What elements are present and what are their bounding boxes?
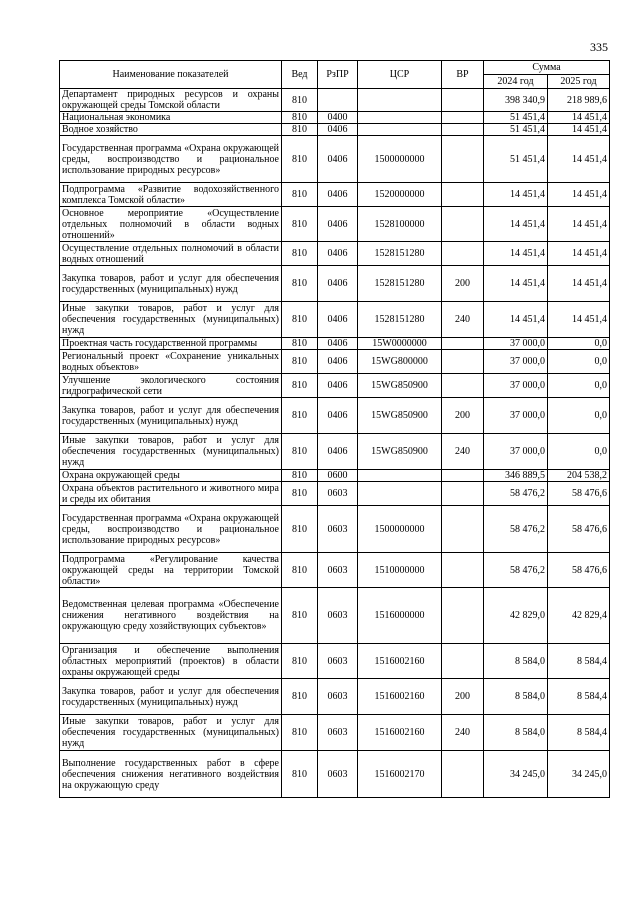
cell-vr [442,482,484,506]
cell-y2025: 34 245,0 [548,751,610,798]
cell-y2024: 14 451,4 [484,242,548,266]
cell-name: Проектная часть государственной программы [60,338,282,350]
table-row [60,751,610,798]
cell-name: Улучшение экологического состояния гидрографической сети [60,374,282,398]
cell-csr: 1516002170 [358,751,442,798]
header-2024: 2024 год [484,75,548,89]
cell-rzpr: 0603 [318,588,358,644]
cell-y2025: 14 451,4 [548,242,610,266]
cell-rzpr: 0603 [318,751,358,798]
cell-rzpr: 0406 [318,398,358,434]
cell-y2025: 58 476,6 [548,506,610,553]
cell-y2024: 14 451,4 [484,266,548,302]
cell-ved: 810 [282,679,318,715]
table-row [60,266,610,302]
cell-csr: 15W0000000 [358,338,442,350]
header-csr: ЦСР [358,61,442,89]
cell-y2024: 58 476,2 [484,482,548,506]
cell-y2025: 14 451,4 [548,266,610,302]
cell-csr: 1528151280 [358,266,442,302]
cell-y2024: 14 451,4 [484,302,548,338]
cell-vr [442,89,484,112]
cell-vr [442,374,484,398]
cell-rzpr: 0600 [318,470,358,482]
cell-csr: 1528100000 [358,207,442,242]
table-row [60,112,610,124]
cell-csr: 1520000000 [358,183,442,207]
cell-y2024: 58 476,2 [484,553,548,588]
cell-vr: 200 [442,266,484,302]
cell-ved: 810 [282,207,318,242]
cell-csr: 1528151280 [358,302,442,338]
cell-name: Закупка товаров, работ и услуг для обеспечения государственных (муниципальных) нужд [60,266,282,302]
cell-y2024: 14 451,4 [484,183,548,207]
header-rzpr: РзПР [318,61,358,89]
cell-vr: 240 [442,302,484,338]
cell-name: Национальная экономика [60,112,282,124]
cell-rzpr: 0603 [318,482,358,506]
cell-ved: 810 [282,751,318,798]
table-header [60,61,610,89]
cell-ved: 810 [282,242,318,266]
cell-y2024: 8 584,0 [484,715,548,751]
table-row [60,644,610,679]
cell-y2024: 51 451,4 [484,112,548,124]
cell-y2025: 0,0 [548,374,610,398]
cell-ved: 810 [282,302,318,338]
cell-csr [358,482,442,506]
cell-y2024: 8 584,0 [484,679,548,715]
cell-y2025: 0,0 [548,398,610,434]
table-row [60,338,610,350]
cell-y2024: 37 000,0 [484,398,548,434]
cell-csr: 15WG850900 [358,434,442,470]
cell-y2024: 14 451,4 [484,207,548,242]
table-row [60,242,610,266]
cell-y2024: 8 584,0 [484,644,548,679]
cell-vr [442,644,484,679]
cell-rzpr: 0406 [318,124,358,136]
cell-y2025: 8 584,4 [548,715,610,751]
cell-name: Осуществление отдельных полномочий в области водных отношений [60,242,282,266]
cell-rzpr: 0406 [318,242,358,266]
cell-ved: 810 [282,506,318,553]
cell-csr [358,124,442,136]
budget-table [59,60,610,798]
table-row [60,715,610,751]
cell-ved: 810 [282,136,318,183]
page-number: 335 [590,40,608,54]
cell-rzpr [318,89,358,112]
cell-ved: 810 [282,350,318,374]
cell-name: Закупка товаров, работ и услуг для обеспечения государственных (муниципальных) нужд [60,398,282,434]
table-row [60,374,610,398]
cell-name: Государственная программа «Охрана окружающей среды, воспроизводство и рациональное использование природных ресурсов» [60,506,282,553]
table-row [60,679,610,715]
cell-csr: 15WG850900 [358,398,442,434]
cell-ved: 810 [282,588,318,644]
cell-rzpr: 0406 [318,338,358,350]
cell-csr: 1510000000 [358,553,442,588]
table-row [60,482,610,506]
table-row [60,470,610,482]
table-row [60,398,610,434]
cell-csr: 1516000000 [358,588,442,644]
cell-csr: 1500000000 [358,136,442,183]
cell-y2025: 14 451,4 [548,124,610,136]
cell-csr: 1516002160 [358,679,442,715]
cell-y2025: 0,0 [548,350,610,374]
cell-ved: 810 [282,266,318,302]
cell-y2025: 42 829,4 [548,588,610,644]
cell-y2024: 37 000,0 [484,374,548,398]
header-name: Наименование показателей [60,61,282,89]
cell-rzpr: 0603 [318,679,358,715]
cell-rzpr: 0406 [318,136,358,183]
cell-y2025: 8 584,4 [548,679,610,715]
cell-rzpr: 0400 [318,112,358,124]
cell-csr [358,470,442,482]
cell-name: Водное хозяйство [60,124,282,136]
cell-y2025: 14 451,4 [548,207,610,242]
cell-rzpr: 0603 [318,506,358,553]
cell-vr [442,751,484,798]
cell-ved: 810 [282,183,318,207]
table-row [60,434,610,470]
cell-vr [442,588,484,644]
cell-rzpr: 0406 [318,207,358,242]
cell-csr [358,112,442,124]
cell-y2025: 58 476,6 [548,553,610,588]
cell-y2024: 398 340,9 [484,89,548,112]
cell-vr [442,183,484,207]
cell-name: Государственная программа «Охрана окружающей среды, воспроизводство и рациональное использование природных ресурсов» [60,136,282,183]
cell-name: Подпрограмма «Регулирование качества окружающей среды на территории Томской области» [60,553,282,588]
cell-vr [442,338,484,350]
cell-csr: 1516002160 [358,644,442,679]
header-ved: Вед [282,61,318,89]
cell-y2024: 42 829,0 [484,588,548,644]
table-row [60,124,610,136]
cell-y2025: 8 584,4 [548,644,610,679]
cell-ved: 810 [282,398,318,434]
cell-csr: 15WG850900 [358,374,442,398]
table-row [60,553,610,588]
cell-y2025: 58 476,6 [548,482,610,506]
cell-name: Охрана окружающей среды [60,470,282,482]
cell-ved: 810 [282,644,318,679]
cell-vr [442,553,484,588]
cell-y2024: 37 000,0 [484,434,548,470]
cell-y2024: 37 000,0 [484,338,548,350]
cell-name: Основное мероприятие «Осуществление отдельных полномочий в области водных отношений» [60,207,282,242]
cell-ved: 810 [282,124,318,136]
cell-y2024: 346 889,5 [484,470,548,482]
cell-y2025: 0,0 [548,434,610,470]
cell-csr [358,89,442,112]
cell-y2025: 204 538,2 [548,470,610,482]
cell-rzpr: 0406 [318,434,358,470]
header-vr: ВР [442,61,484,89]
table-row [60,302,610,338]
table-row [60,207,610,242]
cell-ved: 810 [282,482,318,506]
cell-y2024: 51 451,4 [484,124,548,136]
cell-name: Выполнение государственных работ в сфере обеспечения снижения негативного воздействия на окружающую среду [60,751,282,798]
cell-name: Иные закупки товаров, работ и услуг для обеспечения государственных (муниципальных) нужд [60,302,282,338]
cell-y2025: 14 451,4 [548,112,610,124]
cell-ved: 810 [282,338,318,350]
cell-name: Охрана объектов растительного и животного мира и среды их обитания [60,482,282,506]
cell-y2025: 14 451,4 [548,183,610,207]
cell-csr: 1516002160 [358,715,442,751]
table-row [60,506,610,553]
table-row [60,89,610,112]
cell-ved: 810 [282,434,318,470]
cell-rzpr: 0406 [318,302,358,338]
cell-ved: 810 [282,715,318,751]
cell-name: Региональный проект «Сохранение уникальных водных объектов» [60,350,282,374]
table-row [60,588,610,644]
cell-name: Иные закупки товаров, работ и услуг для обеспечения государственных (муниципальных) нужд [60,715,282,751]
cell-vr: 240 [442,434,484,470]
cell-vr [442,242,484,266]
cell-vr [442,112,484,124]
cell-ved: 810 [282,112,318,124]
cell-ved: 810 [282,553,318,588]
cell-vr [442,506,484,553]
cell-rzpr: 0406 [318,183,358,207]
cell-csr: 1500000000 [358,506,442,553]
cell-rzpr: 0603 [318,553,358,588]
cell-y2025: 14 451,4 [548,136,610,183]
table-body [60,89,610,798]
cell-vr [442,350,484,374]
cell-vr: 200 [442,398,484,434]
cell-csr: 1528151280 [358,242,442,266]
cell-rzpr: 0603 [318,715,358,751]
cell-vr: 240 [442,715,484,751]
cell-ved: 810 [282,470,318,482]
cell-rzpr: 0406 [318,266,358,302]
cell-csr: 15WG800000 [358,350,442,374]
cell-rzpr: 0406 [318,350,358,374]
cell-y2024: 37 000,0 [484,350,548,374]
cell-y2024: 58 476,2 [484,506,548,553]
table-row [60,183,610,207]
cell-y2025: 14 451,4 [548,302,610,338]
cell-name: Закупка товаров, работ и услуг для обеспечения государственных (муниципальных) нужд [60,679,282,715]
cell-rzpr: 0406 [318,374,358,398]
cell-ved: 810 [282,374,318,398]
cell-ved: 810 [282,89,318,112]
cell-name: Подпрограмма «Развитие водохозяйственного комплекса Томской области» [60,183,282,207]
cell-name: Организация и обеспечение выполнения областных мероприятий (проектов) в области охраны окружающей среды [60,644,282,679]
cell-y2024: 34 245,0 [484,751,548,798]
cell-y2025: 0,0 [548,338,610,350]
table-row [60,350,610,374]
header-2025: 2025 год [548,75,610,89]
cell-vr: 200 [442,679,484,715]
table-row [60,136,610,183]
cell-vr [442,136,484,183]
cell-name: Департамент природных ресурсов и охраны окружающей среды Томской области [60,89,282,112]
cell-y2025: 218 989,6 [548,89,610,112]
cell-rzpr: 0603 [318,644,358,679]
header-sum: Сумма [484,61,610,75]
cell-vr [442,124,484,136]
cell-name: Ведомственная целевая программа «Обеспечение снижения негативного воздействия на окружающую среду хозяйствующих субъектов» [60,588,282,644]
cell-y2024: 51 451,4 [484,136,548,183]
cell-vr [442,470,484,482]
cell-vr [442,207,484,242]
cell-name: Иные закупки товаров, работ и услуг для обеспечения государственных (муниципальных) нужд [60,434,282,470]
